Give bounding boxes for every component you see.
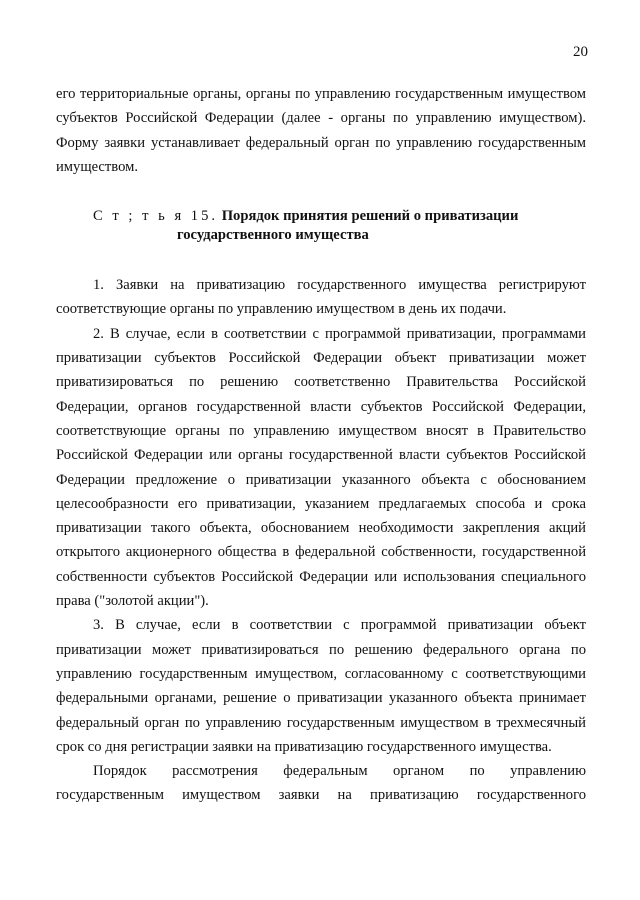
article-label: С т ; т ь я 15. (93, 208, 219, 225)
paragraph-3: 3. В случае, если в соответствии с программой приватизации объект приватизации может приватизироваться по решению федерального органа по управлению государственным имуществом, согласованному с соответствующими федеральными органами, решение о приватизации указанного объекта принимает федеральный орган по управлению государственным имуществом в трехмесячный срок со дня регистрации заявки на приватизацию государственного имущества. (56, 617, 586, 755)
paragraph-4: Порядок рассмотрения федеральным органом по управлению государственным имуществом заявки на приватизацию государственного (56, 763, 586, 804)
paragraph-1: 1. Заявки на приватизацию государственного имущества регистрируют соответствующие органы по управлению имуществом в день их подачи. (56, 277, 586, 318)
article-title-line1: Порядок принятия решений о приватизации (221, 208, 519, 225)
page-number: 20 (573, 44, 588, 60)
article-title-line2: государственного имущества (177, 227, 369, 244)
paragraph-2: 2. В случае, если в соответствии с программой приватизации, программами приватизации субъектов Российской Федерации объект приватизации может приватизироваться по решению соответственно Правительства Российской Федерации, органов государственной власти субъектов Российской Федерации, соответствующие органы по управлению имуществом вносят в Правительство Российской Федерации или органы государственной власти субъектов Российской Федерации предложение о приватизации указанного объекта с обоснованием целесообразности его приватизации, указанием предлагаемых способа и срока приватизации такого объекта, обоснованием необходимости закрепления акций открытого акционерного общества в федеральной собственности, государственной собственности субъектов Российской Федерации или использования специального права ("золотой акции"). (56, 325, 586, 610)
intro-paragraph: его территориальные органы, органы по управлению государственным имуществом субъектов Российской Федерации (далее - органы по управлению имуществом). Форму заявки устанавливает федеральный орган по управлению государственным имуществом. (56, 86, 586, 175)
article-heading (93, 207, 586, 245)
document-body (56, 82, 586, 808)
